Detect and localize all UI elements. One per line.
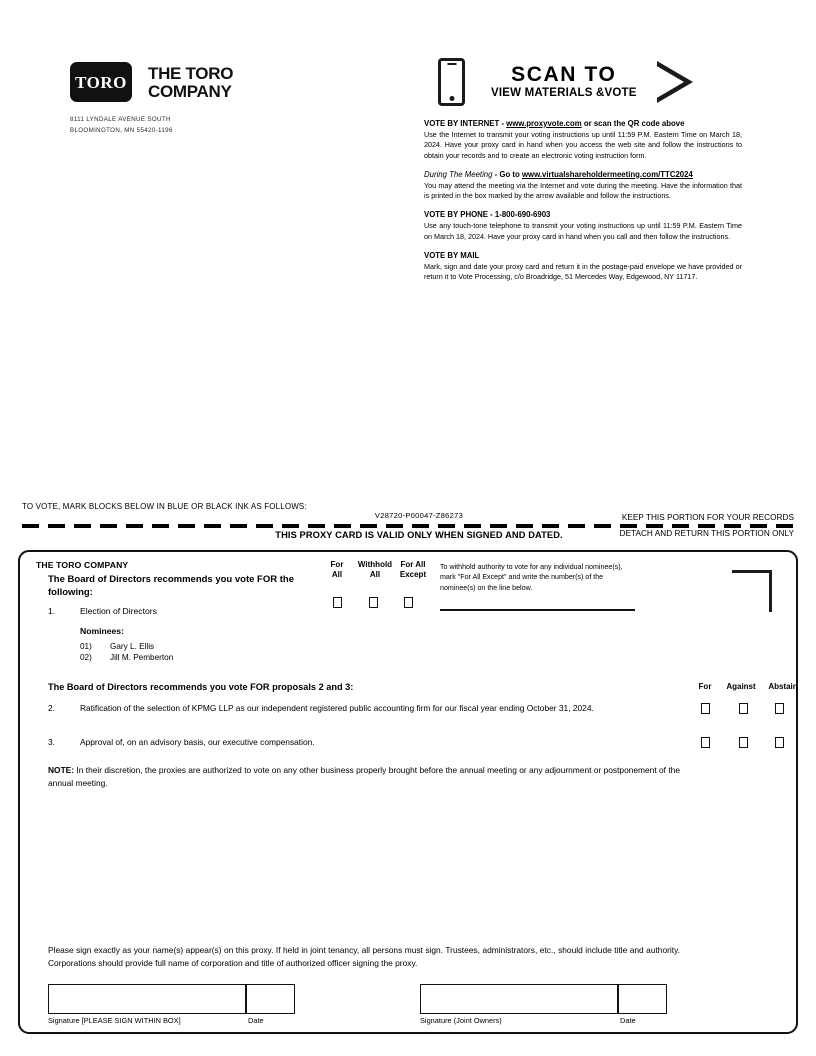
discretion-note xyxy=(48,764,680,789)
signature-label-joint: Signature (Joint Owners) xyxy=(420,1016,502,1025)
vote-by-internet-heading xyxy=(424,118,742,129)
during-meeting-heading xyxy=(424,169,742,180)
during-meeting-label: During The Meeting xyxy=(424,169,493,179)
checkbox-item1-for-all-except[interactable] xyxy=(404,597,413,608)
column-header-for-all-except xyxy=(394,560,432,580)
scan-text-block xyxy=(491,64,637,100)
vote-by-phone-body: Use any touch-tone telephone to transmit your voting instructions up until 11:59 P.M. Eastern Time on March 18, 2024. Have your proxy card in hand when you call and then follow the instructions. xyxy=(424,221,742,241)
column-header-for-all xyxy=(320,560,354,580)
col-for-all-line2: All xyxy=(331,570,343,579)
nominee-row xyxy=(80,642,154,651)
board-recommendation-2: The Board of Directors recommends you vote FOR proposals 2 and 3: xyxy=(48,682,354,692)
signature-label-primary: Signature [PLEASE SIGN WITHIN BOX] xyxy=(48,1016,181,1025)
virtual-meeting-url-link[interactable]: www.virtualshareholdermeeting.com/TTC2024 xyxy=(521,169,693,179)
keep-portion-note: KEEP THIS PORTION FOR YOUR RECORDS xyxy=(621,513,794,522)
scan-to-vote-header xyxy=(438,58,693,106)
date-box-primary[interactable] xyxy=(246,984,295,1014)
nominees-heading: Nominees: xyxy=(80,626,124,636)
detach-portion-note: DETACH AND RETURN THIS PORTION ONLY xyxy=(619,529,794,538)
item-1-text: Election of Directors xyxy=(80,606,157,616)
signature-instructions: Please sign exactly as your name(s) appear(s) on this proxy. If held in joint tenancy, all persons must sign. Trustees, administrators, etc., should include title and authority. Corporations should provide full name of corporation and title of authorized officer signing the proxy. xyxy=(48,945,680,968)
company-logo-block xyxy=(70,62,320,136)
col-except-line2: Except xyxy=(399,570,427,579)
date-box-joint[interactable] xyxy=(618,984,667,1014)
column-header-withhold-all xyxy=(354,560,396,580)
nominee-name: Gary L. Ellis xyxy=(110,642,155,651)
date-label-primary: Date xyxy=(248,1016,264,1025)
withhold-authority-note: To withhold authority to vote for any individual nominee(s), mark "For All Except" and write the number(s) of the nominee(s) on the line below. xyxy=(440,563,623,592)
proxy-card-inner xyxy=(20,552,796,1032)
wordmark-line-1: THE TORO xyxy=(148,64,234,83)
col-except-line1: For All xyxy=(400,560,426,569)
column-header-against: Against xyxy=(726,682,756,691)
vote-by-internet-body: Use the Internet to transmit your voting instructions up until 11:59 P.M. Eastern Time on March 18, 2024. Have your proxy card in hand when you access the web site and follow the instructions to obtain your records and to create an electronic voting instruction form. xyxy=(424,130,742,160)
column-header-for: For xyxy=(698,682,712,691)
col-withhold-line2: All xyxy=(369,570,381,579)
address-line-2: BLOOMINGTON, MN 55420-1196 xyxy=(70,126,173,134)
company-address xyxy=(70,115,320,136)
toro-wordmark xyxy=(148,62,233,101)
during-meeting-goto: - Go to xyxy=(492,169,522,179)
proposal-number: 2. xyxy=(48,703,55,713)
during-meeting-body: You may attend the meeting via the Internet and vote during the meeting. Have the information that is printed in the box marked by the arrow available and follow the instructions. xyxy=(424,180,742,200)
note-text: In their discretion, the proxies are authorized to vote on any other business properly brought before the annual meeting or any adjournment or postponement of the annual meeting. xyxy=(48,765,680,788)
proposal-text: Approval of, on an advisory basis, our executive compensation. xyxy=(80,737,315,747)
smartphone-icon xyxy=(438,58,465,106)
vote-by-phone-heading: VOTE BY PHONE - 1-800-690-6903 xyxy=(424,210,551,220)
valid-when-signed-note: THIS PROXY CARD IS VALID ONLY WHEN SIGNED AND DATED. xyxy=(275,530,563,540)
nominee-name: Jill M. Pemberton xyxy=(110,653,174,662)
vote-by-mail-heading: VOTE BY MAIL xyxy=(424,250,480,260)
scan-subtitle: VIEW MATERIALS &VOTE xyxy=(491,87,637,100)
proposal-text: Ratification of the selection of KPMG LLP as our independent registered public accounting firm for our fiscal year ending October 31, 2024. xyxy=(80,703,594,713)
date-label-joint: Date xyxy=(620,1016,636,1025)
signature-box-joint[interactable] xyxy=(420,984,618,1014)
toro-logo-text: TORO xyxy=(75,72,127,92)
checkbox-proposal2-abstain[interactable] xyxy=(775,703,784,714)
proposal-row xyxy=(48,702,678,714)
perforation-line xyxy=(22,524,794,528)
wordmark-line-2: COMPANY xyxy=(148,81,232,101)
card-company-name: THE TORO COMPANY xyxy=(36,560,129,570)
note-label: NOTE: xyxy=(48,765,75,775)
address-line-1: 8111 LYNDALE AVENUE SOUTH xyxy=(70,116,171,123)
voting-instructions xyxy=(424,118,742,282)
play-triangle-icon xyxy=(657,61,693,103)
checkbox-proposal2-against[interactable] xyxy=(739,703,748,714)
col-for-all-line1: For xyxy=(330,560,344,569)
mark-blocks-note: TO VOTE, MARK BLOCKS BELOW IN BLUE OR BLACK INK AS FOLLOWS: xyxy=(22,502,307,511)
arrow-corner-mark xyxy=(732,570,772,612)
scan-title: SCAN TO xyxy=(511,63,617,87)
signature-box-primary[interactable] xyxy=(48,984,246,1014)
control-number: V28720-P00047-Z86273 xyxy=(374,511,464,520)
vote-by-internet-tail: or scan the QR code above xyxy=(581,119,685,128)
proposal-row xyxy=(48,736,678,748)
checkbox-item1-withhold-all[interactable] xyxy=(369,597,378,608)
col-withhold-line1: Withhold xyxy=(357,560,393,569)
proxyvote-url-link[interactable]: www.proxyvote.com xyxy=(506,119,582,128)
toro-logo-mark xyxy=(70,62,132,102)
proxy-card xyxy=(18,550,798,1034)
nominee-number: 01) xyxy=(80,642,92,651)
column-header-abstain: Abstain xyxy=(768,682,798,691)
checkbox-proposal3-for[interactable] xyxy=(701,737,710,748)
checkbox-proposal3-abstain[interactable] xyxy=(775,737,784,748)
for-all-except-write-in-line[interactable] xyxy=(440,609,635,611)
item-1-number: 1. xyxy=(48,606,56,616)
board-recommendation-1: The Board of Directors recommends you vote FOR the following: xyxy=(48,574,294,598)
checkbox-proposal2-for[interactable] xyxy=(701,703,710,714)
checkbox-proposal3-against[interactable] xyxy=(739,737,748,748)
logo-row xyxy=(70,62,320,102)
nominee-row xyxy=(80,653,173,662)
nominee-number: 02) xyxy=(80,653,92,662)
vote-by-internet-label: VOTE BY INTERNET - xyxy=(424,119,507,128)
checkbox-item1-for-all[interactable] xyxy=(333,597,342,608)
proposal-number: 3. xyxy=(48,737,55,747)
vote-by-mail-body: Mark, sign and date your proxy card and return it in the postage-paid envelope we have provided or return it to Vote Processing, c/o Broadridge, 51 Mercedes Way, Edgewood, NY 11717. xyxy=(424,261,742,281)
